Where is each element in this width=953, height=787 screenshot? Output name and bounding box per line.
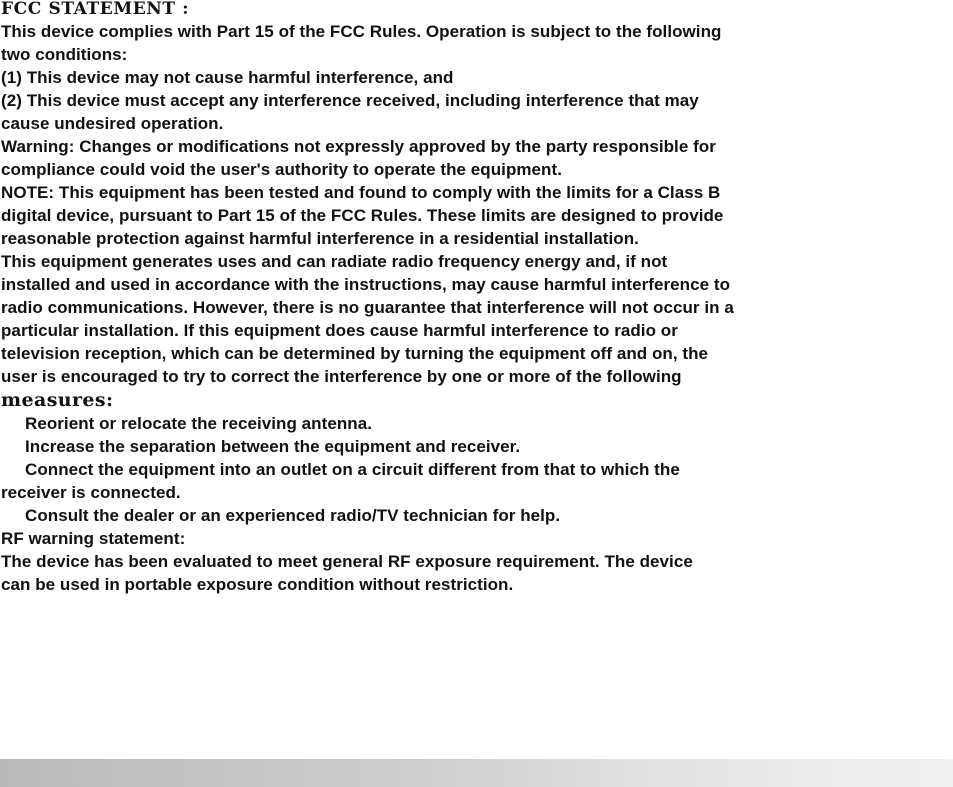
condition-line: cause undesired operation.: [1, 114, 224, 133]
paragraph-line: installed and used in accordance with the instructions, may cause harmful interference to: [1, 275, 731, 294]
note-line: reasonable protection against harmful interference in a residential installation.: [1, 229, 639, 248]
measures-heading: measures:: [1, 389, 114, 411]
measure-item: Increase the separation between the equipment and receiver.: [25, 437, 521, 456]
fcc-statement-document: [1, 0, 951, 596]
paragraph-line: particular installation. If this equipment does cause harmful interference to radio or: [1, 321, 678, 340]
rf-warning-line: can be used in portable exposure condition without restriction.: [1, 575, 514, 594]
paragraph-line: television reception, which can be determined by turning the equipment off and on, the: [1, 344, 709, 363]
paragraph-line: This equipment generates uses and can radiate radio frequency energy and, if not: [1, 252, 668, 271]
paragraph-line: This device complies with Part 15 of the FCC Rules. Operation is subject to the following: [1, 22, 722, 41]
measure-item: Consult the dealer or an experienced radio/TV technician for help.: [25, 506, 561, 525]
note-line: NOTE: This equipment has been tested and found to comply with the limits for a Class B: [1, 183, 721, 202]
paragraph-line: radio communications. However, there is no guarantee that interference will not occur in a: [1, 298, 734, 317]
condition-line: (2) This device must accept any interference received, including interference that may: [1, 91, 699, 110]
measure-item: Reorient or relocate the receiving antenna.: [25, 414, 372, 433]
warning-line: compliance could void the user's authority to operate the equipment.: [1, 160, 562, 179]
footer-gradient-bar: [0, 759, 953, 787]
measure-item: Connect the equipment into an outlet on a circuit different from that to which the: [25, 460, 680, 479]
measure-item-continuation: receiver is connected.: [1, 483, 181, 502]
paragraph-line: user is encouraged to try to correct the interference by one or more of the following: [1, 367, 682, 386]
rf-warning-line: The device has been evaluated to meet general RF exposure requirement. The device: [1, 552, 693, 571]
condition-line: (1) This device may not cause harmful interference, and: [1, 68, 454, 87]
warning-line: Warning: Changes or modifications not expressly approved by the party responsible for: [1, 137, 716, 156]
paragraph-line: two conditions:: [1, 45, 128, 64]
note-line: digital device, pursuant to Part 15 of the FCC Rules. These limits are designed to provide: [1, 206, 724, 225]
rf-warning-title: RF warning statement:: [1, 529, 186, 548]
fcc-statement-title: FCC STATEMENT :: [1, 0, 190, 19]
